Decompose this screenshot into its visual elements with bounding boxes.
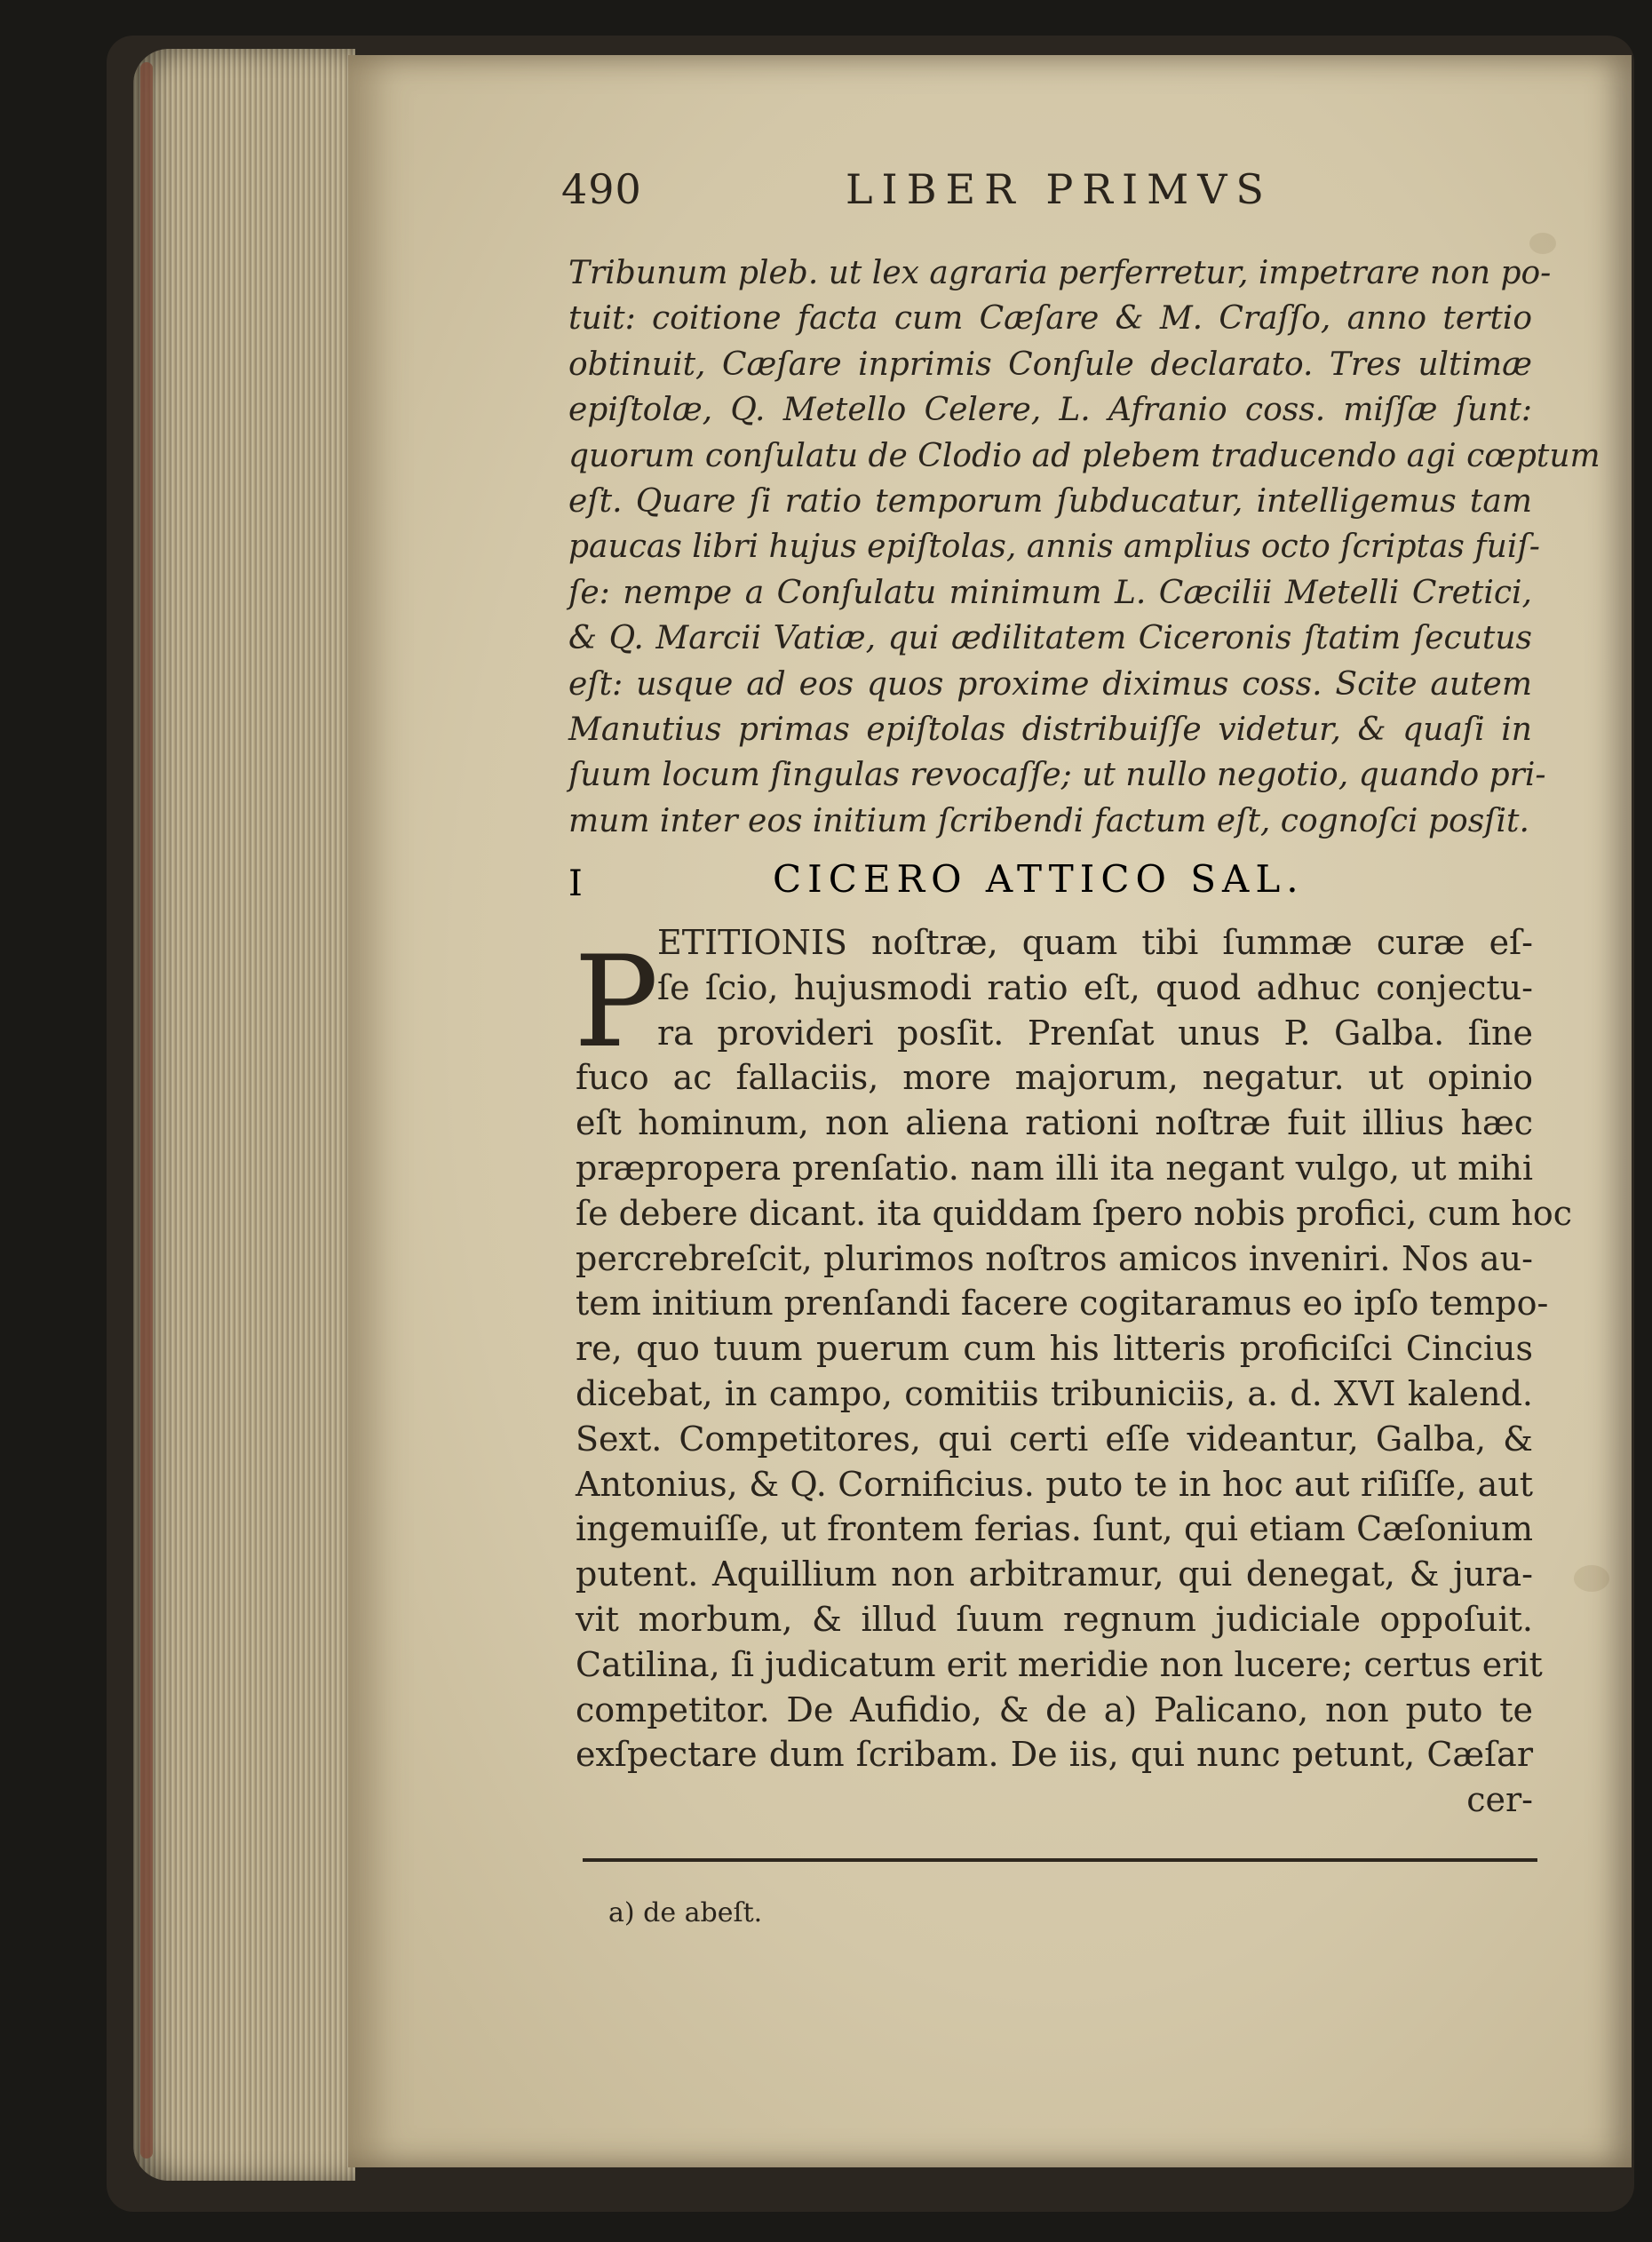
- text-line: tem initium prenſandi facere cogitaramus eo ipſo tempo-: [576, 1284, 1549, 1324]
- text-line: quorum conſulatu de Clodio ad plebem traducendo agi cœptum: [568, 437, 1600, 474]
- text-line: exſpectare dum ſcribam. De iis, qui nunc petunt, Cæſar: [576, 1735, 1533, 1775]
- text-line: percrebreſcit, plurimos noſtros amicos inveniri. Nos au-: [576, 1238, 1533, 1278]
- text-line: & Q. Marcii Vatiæ, qui ædilitatem Ciceronis ſtatim ſecutus: [568, 620, 1532, 657]
- page-number: 490: [561, 165, 642, 213]
- red-edge-stain: [140, 62, 153, 2159]
- page-edges: [133, 49, 355, 2181]
- text-line: ETITIONIS noſtræ, quam tibi ſummæ curæ eſ-: [657, 923, 1533, 962]
- text-line: eſt hominum, non aliena rationi noſtræ fuit illius hæc: [576, 1103, 1533, 1143]
- text-line: Manutius primas epiſtolas distribuiſſe videtur, & quaſi in: [568, 712, 1532, 749]
- text-line: ſe: nempe a Conſulatu minimum L. Cæcilii Metelli Cretici,: [568, 574, 1532, 611]
- text-line: putent. Aquillium non arbitramur, qui denegat, & jura-: [576, 1554, 1533, 1594]
- footnote: a) de abeſt.: [608, 1897, 763, 1928]
- letter-body: [576, 920, 1573, 1823]
- drop-capital: P: [574, 929, 659, 1076]
- text-line: præpropera prenſatio. nam illi ita negant vulgo, ut mihi: [576, 1148, 1533, 1188]
- text-line: eſt: usque ad eos quos proxime diximus coss. Scite autem: [568, 665, 1532, 703]
- text-line: ſe debere dicant. ita quiddam ſpero nobis profici, cum hoc: [576, 1193, 1573, 1233]
- text-line: eſt. Quare ſi ratio temporum ſubducatur, intelligemus tam: [568, 483, 1532, 521]
- foxing-spot: [1574, 1565, 1609, 1592]
- footnote-rule: [583, 1858, 1537, 1862]
- text-line: mum inter eos initium ſcribendi factum eſt, cognoſci posſit.: [568, 802, 1529, 839]
- catchword: cer-: [1466, 1780, 1533, 1820]
- text-line: re, quo tuum puerum cum his litteris proficiſci Cincius: [576, 1329, 1533, 1369]
- text-line: Catilina, ſi judicatum erit meridie non lucere; certus erit: [576, 1644, 1543, 1684]
- text-line: fuco ac fallaciis, more majorum, negatur. ut opinio: [576, 1058, 1533, 1098]
- letter-heading: CICERO ATTICO SAL.: [773, 857, 1305, 901]
- text-line: epiſtolæ, Q. Metello Celere, L. Afranio coss. miſſæ ſunt:: [568, 392, 1532, 429]
- text-line: Tribunum pleb. ut lex agraria perferretur, impetrare non po-: [568, 255, 1552, 291]
- text-line: ſuum locum ſingulas revocaſſe; ut nullo negotio, quando pri-: [568, 757, 1546, 794]
- text-line: ra provideri posſit. Prenſat unus P. Galba. ſine: [657, 1013, 1533, 1053]
- foxing-spot: [1529, 233, 1556, 254]
- text-line: obtinuit, Cæſare inprimis Conſule declarato. Tres ultimæ: [568, 346, 1532, 383]
- text-line: tuit: coitione facta cum Cæſare & M. Craſſo, anno tertio: [568, 300, 1532, 338]
- text-line: Antonius, & Q. Cornificius. puto te in hoc aut riſiſſe, aut: [576, 1464, 1533, 1504]
- text-line: paucas libri hujus epiſtolas, annis amplius octo ſcriptas fuiſ-: [568, 529, 1540, 566]
- text-line: dicebat, in campo, comitiis tribuniciis, a. d. XVI kalend.: [576, 1373, 1533, 1413]
- text-line: competitor. De Aufidio, & de a) Palicano, non puto te: [576, 1689, 1533, 1729]
- commentary-paragraph: [568, 250, 1600, 844]
- page-header: [561, 165, 1538, 227]
- text-line: Sext. Competitores, qui certi eſſe videantur, Galba, &: [576, 1419, 1533, 1459]
- running-head: LIBER PRIMVS: [846, 165, 1273, 213]
- letter-number: I: [568, 863, 583, 904]
- text-line: ſe ſcio, hujusmodi ratio eſt, quod adhuc conjectu-: [657, 967, 1533, 1007]
- text-line: vit morbum, & illud ſuum regnum judiciale oppoſuit.: [576, 1599, 1533, 1639]
- text-line: ingemuiſſe, ut frontem ferias. ſunt, qui etiam Cæſonium: [576, 1509, 1533, 1549]
